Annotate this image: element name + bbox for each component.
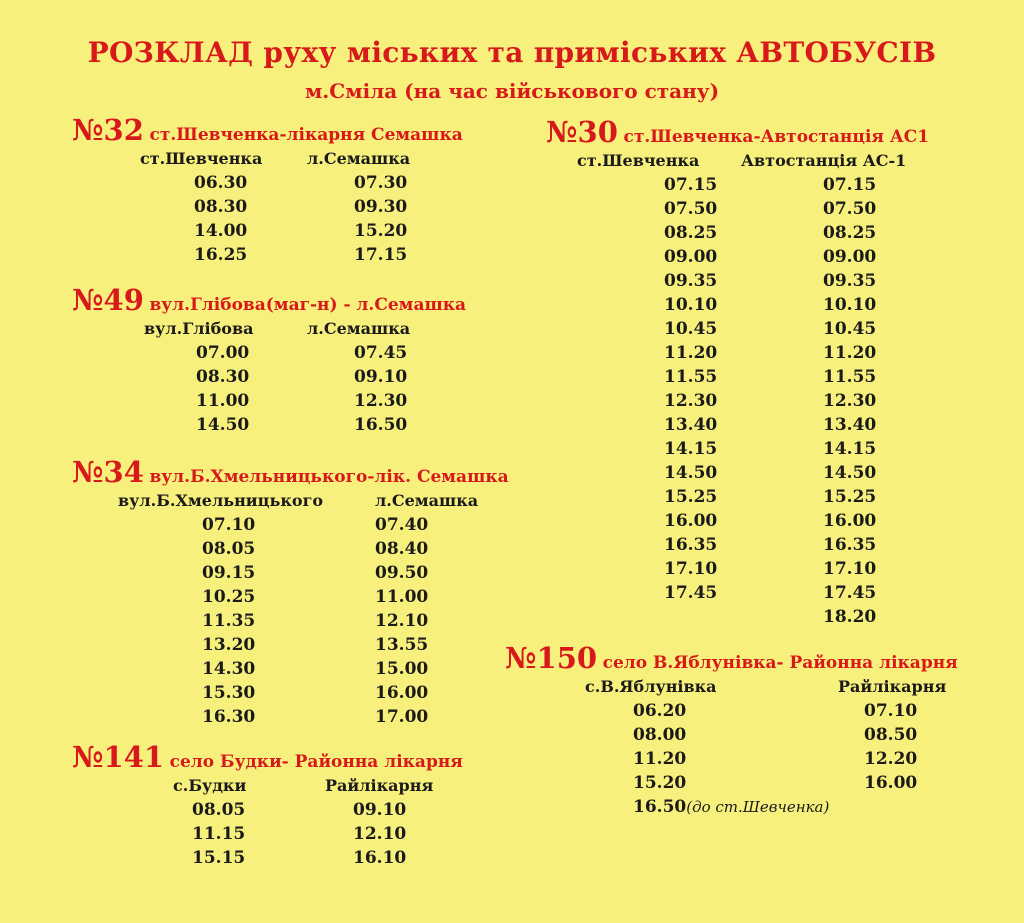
stop-name: Райлікарня	[325, 776, 434, 795]
stop-name: л.Семашка	[307, 149, 411, 168]
time-value: 16.10	[353, 848, 407, 868]
time-value: 07.10	[864, 701, 918, 721]
departure-time	[173, 846, 323, 870]
page-subtitle: м.Сміла (на час військового стану)	[304, 79, 720, 103]
time-list	[173, 798, 323, 870]
time-value: 15.20	[633, 773, 687, 793]
departure-time	[741, 365, 941, 389]
departure-time	[144, 389, 294, 413]
route-name: ст.Шевченка-лікарня Семашка	[149, 125, 463, 145]
time-value: 09.15	[202, 563, 256, 583]
time-value: 17.15	[354, 245, 408, 265]
departure-time	[144, 413, 294, 437]
time-value: 13.40	[664, 415, 718, 435]
time-value: 13.40	[823, 415, 877, 435]
time-value: 14.50	[196, 415, 250, 435]
time-value: 15.20	[354, 221, 408, 241]
departure-time	[741, 461, 941, 485]
time-value: 09.00	[664, 247, 718, 267]
departure-time	[741, 509, 941, 533]
route-name: село Будки- Районна лікарня	[169, 752, 463, 772]
route-header	[505, 641, 958, 675]
time-value: 11.55	[664, 367, 718, 387]
time-list	[741, 173, 941, 629]
time-list	[307, 341, 457, 437]
departure-time	[375, 657, 525, 681]
time-value: 10.10	[664, 295, 718, 315]
route-header	[72, 113, 463, 147]
departure-time	[741, 437, 941, 461]
departure-time	[577, 317, 747, 341]
departure-time	[307, 195, 457, 219]
departure-time	[375, 705, 525, 729]
route-number: №49	[72, 283, 144, 317]
route-number: №34	[72, 455, 144, 489]
departure-time	[118, 537, 358, 561]
time-value: 15.30	[202, 683, 256, 703]
time-value: 12.30	[354, 391, 408, 411]
departure-time	[741, 173, 941, 197]
departure-time	[307, 219, 457, 243]
departures-column-b	[307, 317, 457, 437]
time-value: 08.30	[194, 197, 248, 217]
departure-time	[325, 846, 475, 870]
time-value: 14.00	[194, 221, 248, 241]
time-value: 16.35	[823, 535, 877, 555]
departure-time	[741, 605, 941, 629]
route-number: №30	[546, 115, 618, 149]
departure-time	[375, 513, 525, 537]
stop-name: с.В.Яблунівка	[585, 677, 717, 696]
departures-column-a	[144, 317, 294, 437]
time-list	[144, 341, 294, 437]
time-value: 12.20	[864, 749, 918, 769]
departure-time	[741, 269, 941, 293]
departure-time	[307, 365, 457, 389]
departure-time	[577, 269, 747, 293]
time-value: 06.30	[194, 173, 248, 193]
time-value: 11.35	[202, 611, 256, 631]
departure-time	[140, 219, 290, 243]
time-value: 11.15	[192, 824, 246, 844]
time-value: 16.00	[864, 773, 918, 793]
time-value: 07.00	[196, 343, 250, 363]
departure-time	[577, 509, 747, 533]
departure-time	[375, 609, 525, 633]
time-value: 14.30	[202, 659, 256, 679]
departure-time	[375, 561, 525, 585]
time-value: 17.10	[664, 559, 718, 579]
departure-time	[307, 243, 457, 267]
departure-time	[118, 681, 358, 705]
route-header	[546, 115, 929, 149]
time-value: 12.30	[664, 391, 718, 411]
departure-time	[577, 341, 747, 365]
time-value: 11.20	[633, 749, 687, 769]
time-value: 11.00	[375, 587, 429, 607]
departure-time	[577, 173, 747, 197]
time-value: 09.30	[354, 197, 408, 217]
route-number: №32	[72, 113, 144, 147]
stop-name: ст.Шевченка	[140, 149, 263, 168]
time-value: 11.20	[664, 343, 718, 363]
route-number: №141	[72, 740, 165, 774]
time-value: 15.00	[375, 659, 429, 679]
time-value: 14.15	[823, 439, 877, 459]
time-value: 08.05	[192, 800, 246, 820]
departure-time	[118, 705, 358, 729]
departure-time	[118, 585, 358, 609]
time-value: 11.00	[196, 391, 250, 411]
time-value: 10.45	[823, 319, 877, 339]
departure-time	[173, 798, 323, 822]
time-value: 17.10	[823, 559, 877, 579]
time-value: 11.55	[823, 367, 877, 387]
departure-time	[577, 293, 747, 317]
time-value: 17.00	[375, 707, 429, 727]
time-value: 07.15	[823, 175, 877, 195]
departures-column-b	[325, 774, 475, 870]
departure-time	[375, 681, 525, 705]
time-list	[375, 513, 525, 729]
departure-time	[741, 293, 941, 317]
route-note: (до ст.Шевченка)	[686, 798, 830, 816]
departures-column-a	[577, 149, 747, 605]
departure-time	[741, 389, 941, 413]
time-value: 10.25	[202, 587, 256, 607]
departure-time	[577, 485, 747, 509]
departure-time	[838, 747, 988, 771]
departure-time	[118, 513, 358, 537]
departure-time	[741, 245, 941, 269]
departure-time	[585, 795, 885, 819]
departure-time	[144, 341, 294, 365]
time-list	[140, 171, 290, 267]
time-value: 11.20	[823, 343, 877, 363]
departure-time	[577, 557, 747, 581]
time-value: 14.50	[823, 463, 877, 483]
time-value: 12.30	[823, 391, 877, 411]
time-value: 12.10	[375, 611, 429, 631]
departure-time	[144, 365, 294, 389]
departure-time	[741, 533, 941, 557]
time-value: 07.15	[664, 175, 718, 195]
departure-time	[741, 197, 941, 221]
route-number: №150	[505, 641, 598, 675]
route-32	[72, 113, 463, 267]
time-value: 09.10	[353, 800, 407, 820]
departure-time	[173, 822, 323, 846]
departure-time	[741, 581, 941, 605]
departure-time	[375, 537, 525, 561]
departure-time	[577, 245, 747, 269]
time-value: 07.45	[354, 343, 408, 363]
time-value: 16.25	[194, 245, 248, 265]
time-value: 17.45	[664, 583, 718, 603]
route-header	[72, 283, 466, 317]
departure-time	[741, 317, 941, 341]
departures-column-a	[140, 147, 290, 267]
departure-time	[307, 413, 457, 437]
stop-name: л.Семашка	[375, 491, 479, 510]
time-value: 09.00	[823, 247, 877, 267]
timetable	[546, 149, 929, 629]
time-value: 09.50	[375, 563, 429, 583]
departures-column-b	[307, 147, 457, 267]
route-name: ст.Шевченка-Автостанція АС1	[623, 127, 930, 147]
departure-time	[577, 197, 747, 221]
route-name: село В.Яблунівка- Районна лікарня	[602, 653, 958, 673]
timetable	[505, 675, 958, 819]
departure-time	[741, 557, 941, 581]
departure-time	[325, 798, 475, 822]
departure-time	[118, 657, 358, 681]
departure-time	[140, 243, 290, 267]
departures-column-b	[375, 489, 525, 729]
time-value: 08.05	[202, 539, 256, 559]
departure-time	[118, 561, 358, 585]
route-header	[72, 455, 509, 489]
stop-name: вул.Б.Хмельницького	[118, 491, 324, 510]
departures-column-a	[173, 774, 323, 870]
departure-time	[741, 485, 941, 509]
timetable	[72, 489, 509, 729]
route-header	[72, 740, 463, 774]
time-list	[838, 699, 988, 795]
time-list	[118, 513, 358, 729]
time-value: 14.15	[664, 439, 718, 459]
time-value: 08.25	[664, 223, 718, 243]
time-value: 13.55	[375, 635, 429, 655]
stop-name: вул.Глібова	[144, 319, 254, 338]
time-value: 07.40	[375, 515, 429, 535]
time-value: 15.25	[664, 487, 718, 507]
stop-name: Райлікарня	[838, 677, 947, 696]
departure-time	[307, 171, 457, 195]
time-value: 16.50	[354, 415, 408, 435]
time-value: 17.45	[823, 583, 877, 603]
departure-time	[577, 389, 747, 413]
time-value: 08.30	[196, 367, 250, 387]
departure-time	[577, 437, 747, 461]
time-value: 06.20	[633, 701, 687, 721]
time-value: 16.00	[823, 511, 877, 531]
time-value: 13.20	[202, 635, 256, 655]
departures-column-a	[118, 489, 358, 729]
departure-time	[325, 822, 475, 846]
time-value: 10.45	[664, 319, 718, 339]
departure-time	[577, 461, 747, 485]
time-value: 08.50	[864, 725, 918, 745]
time-value: 07.50	[823, 199, 877, 219]
time-value: 08.00	[633, 725, 687, 745]
departure-time	[577, 581, 747, 605]
departure-time	[375, 633, 525, 657]
time-value: 08.25	[823, 223, 877, 243]
time-value: 16.30	[202, 707, 256, 727]
departure-time	[140, 195, 290, 219]
time-value: 15.25	[823, 487, 877, 507]
route-150	[505, 641, 958, 819]
departure-time	[577, 365, 747, 389]
stop-name: с.Будки	[173, 776, 247, 795]
stop-name: Автостанція АС-1	[741, 151, 907, 170]
stop-name: ст.Шевченка	[577, 151, 700, 170]
departure-time	[307, 389, 457, 413]
time-value: 16.00	[375, 683, 429, 703]
time-value: 07.10	[202, 515, 256, 535]
departure-time	[307, 341, 457, 365]
time-value: 07.50	[664, 199, 718, 219]
time-value: 16.00	[664, 511, 718, 531]
departure-time	[577, 221, 747, 245]
departure-time	[577, 413, 747, 437]
time-value: 12.10	[353, 824, 407, 844]
time-value: 08.40	[375, 539, 429, 559]
time-value: 16.50	[633, 797, 687, 817]
departure-time	[741, 221, 941, 245]
departure-time	[375, 585, 525, 609]
time-value: 09.35	[664, 271, 718, 291]
time-list	[307, 171, 457, 267]
departure-time	[118, 633, 358, 657]
time-value: 07.30	[354, 173, 408, 193]
route-name: вул.Глібова(маг-н) - л.Семашка	[149, 295, 467, 315]
route-name: вул.Б.Хмельницького-лік. Семашка	[149, 467, 509, 487]
stop-name: л.Семашка	[307, 319, 411, 338]
time-value: 18.20	[823, 607, 877, 627]
departures-column-b	[838, 675, 988, 795]
time-value: 15.15	[192, 848, 246, 868]
departure-time	[741, 413, 941, 437]
route-141	[72, 740, 463, 870]
departure-time	[118, 609, 358, 633]
timetable	[72, 147, 463, 267]
route-34	[72, 455, 509, 729]
departures-column-b	[741, 149, 941, 629]
time-list	[325, 798, 475, 870]
timetable	[72, 317, 466, 437]
time-list	[577, 173, 747, 605]
departure-time	[741, 341, 941, 365]
time-value: 16.35	[664, 535, 718, 555]
time-value: 10.10	[823, 295, 877, 315]
route-30	[546, 115, 929, 629]
page-title: РОЗКЛАД руху міських та приміських АВТОБУСІВ	[87, 36, 937, 69]
time-value: 09.35	[823, 271, 877, 291]
route-49	[72, 283, 466, 437]
timetable	[72, 774, 463, 870]
departure-time	[577, 533, 747, 557]
time-value: 09.10	[354, 367, 408, 387]
departure-time	[838, 771, 988, 795]
departure-time	[838, 699, 988, 723]
time-value: 14.50	[664, 463, 718, 483]
departure-time	[838, 723, 988, 747]
departure-time	[140, 171, 290, 195]
